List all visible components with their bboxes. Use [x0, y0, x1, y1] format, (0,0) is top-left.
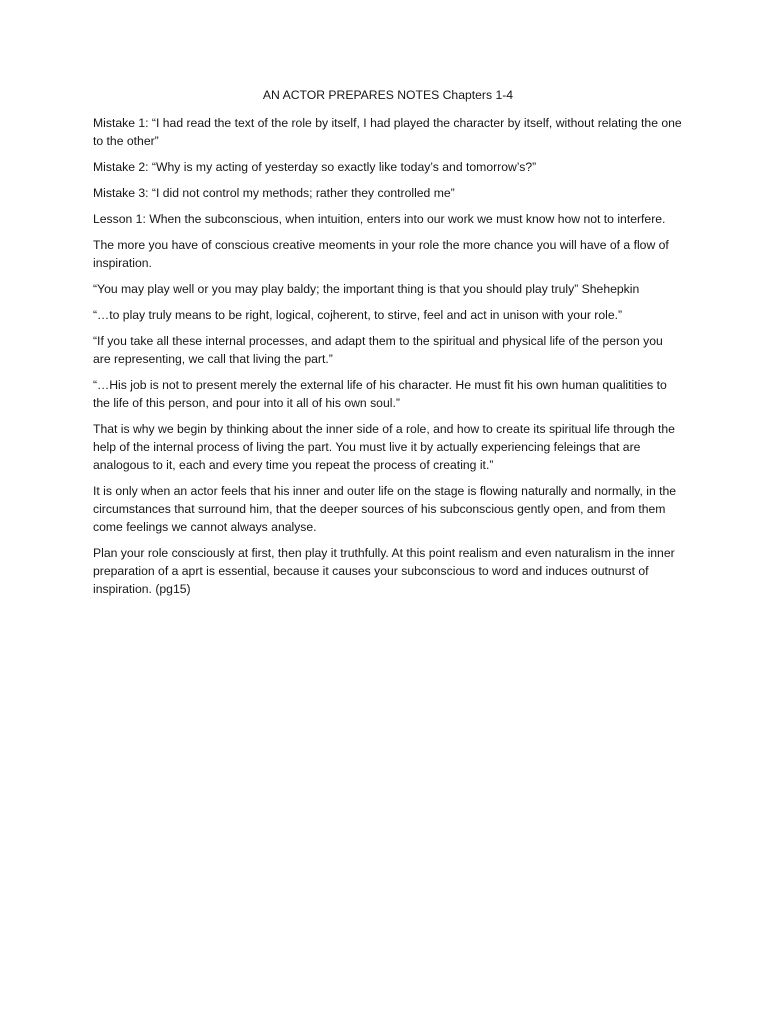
paragraph-inner-side: That is why we begin by thinking about the inner side of a role, and how to create its spiritual life through the help of the internal process of living the part. You must live it by actually experiencing feleings that are analogous to it, each and every time you repeat the process of creating it.” — [93, 422, 675, 472]
paragraph-mistake-1: Mistake 1: “I had read the text of the role by itself, I had played the character by itself, without relating the one to the other” — [93, 116, 682, 148]
paragraph-play-truly-quote: “You may play well or you may play baldy; the important thing is that you should play truly” Shehepkin — [93, 282, 640, 296]
paragraph-his-job: “…His job is not to present merely the external life of his character. He must fit his own human qualitities to the life of this person, and pour into it all of his own soul.” — [93, 378, 667, 410]
paragraph-subconscious-open: It is only when an actor feels that his inner and outer life on the stage is flowing naturally and normally, in the circumstances that surround him, that the deeper sources of his subconscious gently open, and from them come feelings we cannot always analyse. — [93, 484, 677, 534]
paragraph-conscious-moments: The more you have of conscious creative meoments in your role the more chance you will have of a flow of inspiration. — [93, 238, 669, 270]
paragraph-lesson-1: Lesson 1: When the subconscious, when intuition, enters into our work we must know how not to interfere. — [93, 212, 666, 226]
paragraph-living-the-part: “If you take all these internal processes, and adapt them to the spiritual and physical life of the person you are representing, we call that living the part.” — [93, 334, 663, 366]
paragraph-play-truly-meaning: “…to play truly means to be right, logical, cojherent, to stirve, feel and act in unison with your role.” — [93, 308, 623, 322]
paragraph-mistake-2: Mistake 2: “Why is my acting of yesterday so exactly like today’s and tomorrow’s?” — [93, 160, 537, 174]
paragraph-plan-your-role: Plan your role consciously at first, then play it truthfully. At this point realism and even naturalism in the inner preparation of a aprt is essential, because it causes your subconscious to word and induces outnurst of inspiration. (pg15) — [93, 546, 675, 596]
document-page — [93, 86, 683, 606]
paragraph-mistake-3: Mistake 3: “I did not control my methods; rather they controlled me” — [93, 186, 455, 200]
document-title: AN ACTOR PREPARES NOTES Chapters 1-4 — [262, 88, 514, 102]
